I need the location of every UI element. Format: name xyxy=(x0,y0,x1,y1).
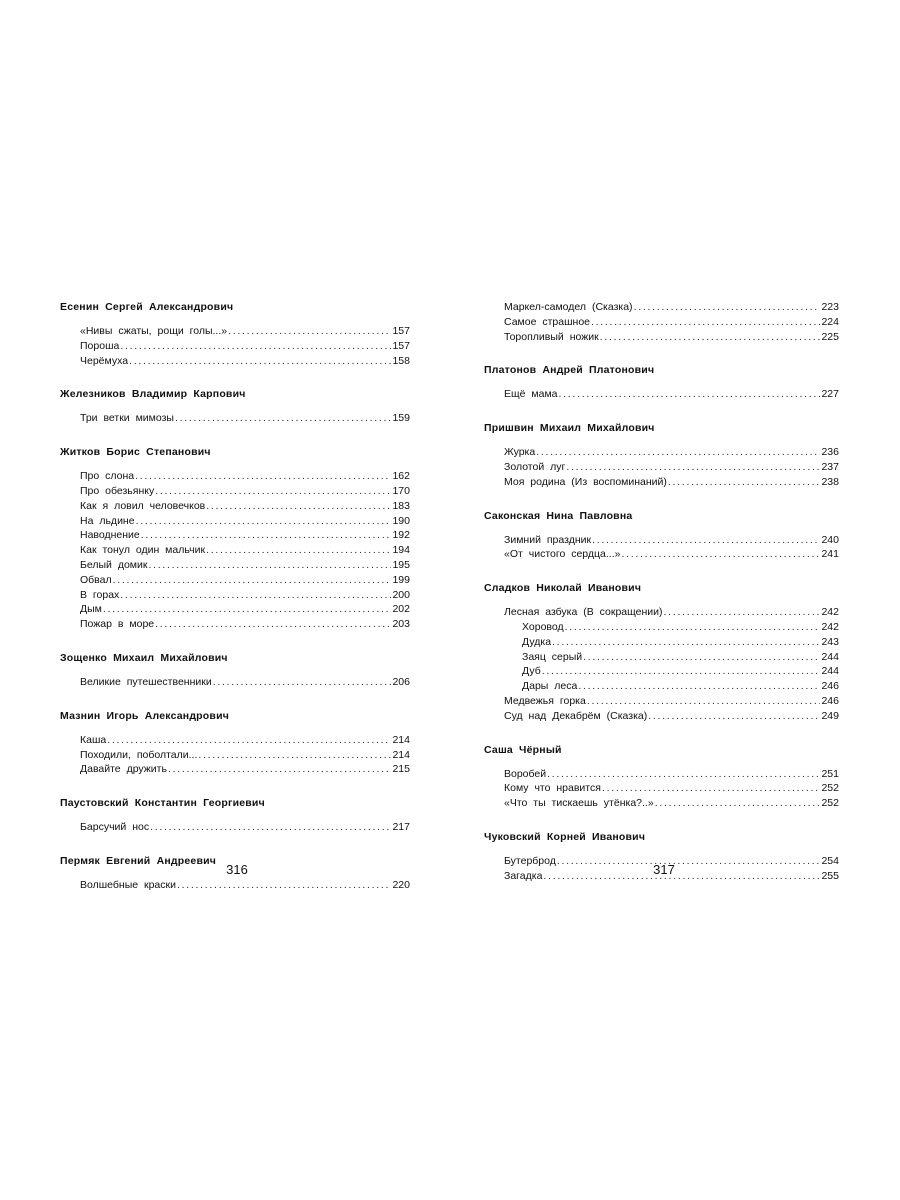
entry-page-number: 170 xyxy=(392,484,410,497)
entry-list xyxy=(60,469,410,632)
entry-title: В горах xyxy=(80,588,120,601)
entry-page-number: 195 xyxy=(392,558,410,571)
entry-title: «Что ты тискаешь утёнка?..» xyxy=(504,797,654,810)
dot-leader xyxy=(129,354,391,369)
dot-leader xyxy=(150,820,391,835)
dot-leader xyxy=(578,679,820,694)
author-section xyxy=(484,743,839,811)
toc-entry xyxy=(504,315,839,330)
entry-title: Хоровод xyxy=(522,620,564,633)
dot-leader xyxy=(587,694,821,709)
toc-entry xyxy=(80,748,410,763)
toc-entry xyxy=(504,387,839,402)
toc-entry xyxy=(80,762,410,777)
dot-leader xyxy=(155,484,391,499)
author-section xyxy=(60,796,410,835)
author-section xyxy=(60,445,410,632)
author-name: Сладков Николай Иванович xyxy=(484,582,642,595)
entry-page-number: 214 xyxy=(392,748,410,761)
toc-entry xyxy=(80,339,410,354)
author-section xyxy=(484,509,839,563)
toc-entry xyxy=(504,445,839,460)
author-section xyxy=(60,709,410,777)
entry-title: Белый домик xyxy=(80,558,148,571)
toc-entry xyxy=(504,664,839,679)
entry-page-number: 194 xyxy=(392,544,410,557)
entry-page-number: 203 xyxy=(392,618,410,631)
entry-title: Суд над Декабрём (Сказка) xyxy=(504,709,648,722)
entry-title: Три ветки мимозы xyxy=(80,412,174,425)
dot-leader xyxy=(552,635,820,650)
right-page xyxy=(484,300,839,903)
entry-page-number: 244 xyxy=(821,650,839,663)
entry-title: «Нивы сжаты, рощи голы...» xyxy=(80,325,228,337)
entry-title: Наводнение xyxy=(80,529,140,542)
dot-leader xyxy=(135,469,391,484)
author-name: Саконская Нина Павловна xyxy=(484,509,633,522)
dot-leader xyxy=(600,330,821,345)
continued-entries xyxy=(484,300,839,344)
toc-entry xyxy=(80,878,410,893)
entry-page-number: 227 xyxy=(821,388,839,401)
dot-leader xyxy=(542,664,821,679)
dot-leader xyxy=(648,709,820,724)
entry-page-number: 199 xyxy=(392,573,410,586)
toc-entry xyxy=(504,709,839,724)
dot-leader xyxy=(565,620,821,635)
toc-entry xyxy=(80,558,410,573)
entry-page-number: 192 xyxy=(392,529,410,542)
dot-leader xyxy=(213,675,392,690)
entry-page-number: 224 xyxy=(821,315,839,328)
toc-entry xyxy=(80,528,410,543)
entry-page-number: 225 xyxy=(821,330,839,343)
toc-entry xyxy=(504,330,839,345)
author-section xyxy=(484,363,839,402)
entry-title: Как тонул один мальчик xyxy=(80,544,206,557)
author-section xyxy=(484,421,839,489)
dot-leader xyxy=(103,602,392,617)
entry-page-number: 238 xyxy=(821,475,839,488)
toc-entry xyxy=(504,300,839,315)
toc-entry xyxy=(504,460,839,475)
toc-entry xyxy=(504,679,839,694)
toc-entry xyxy=(504,694,839,709)
entry-list xyxy=(60,733,410,777)
toc-entry xyxy=(80,617,410,632)
entry-page-number: 158 xyxy=(392,354,410,367)
entry-title: Золотой луг xyxy=(504,460,566,473)
entry-page-number: 159 xyxy=(392,412,410,425)
left-page xyxy=(60,300,410,912)
toc-entry xyxy=(80,588,410,603)
entry-list xyxy=(484,767,839,811)
entry-list xyxy=(60,324,410,368)
entry-page-number: 241 xyxy=(821,548,839,561)
entry-page-number: 157 xyxy=(392,325,410,337)
dot-leader xyxy=(206,499,391,514)
dot-leader xyxy=(198,748,391,763)
entry-page-number: 157 xyxy=(392,339,410,352)
entry-page-number: 246 xyxy=(821,694,839,707)
toc-entry xyxy=(80,354,410,369)
entry-title: Дым xyxy=(80,603,102,616)
toc-entry xyxy=(80,733,410,748)
dot-leader xyxy=(120,339,391,354)
dot-leader xyxy=(655,796,821,811)
entry-page-number: 240 xyxy=(821,533,839,546)
author-name: Пермяк Евгений Андреевич xyxy=(60,854,217,867)
entry-title: Дары леса xyxy=(522,680,578,693)
dot-leader xyxy=(228,324,391,339)
entry-list xyxy=(484,605,839,723)
author-name: Зощенко Михаил Михайлович xyxy=(60,651,228,664)
author-name: Пришвин Михаил Михайлович xyxy=(484,422,655,435)
entry-page-number: 202 xyxy=(392,603,410,616)
author-name: Паустовский Константин Георгиевич xyxy=(60,797,265,810)
entry-title: Барсучий нос xyxy=(80,821,150,834)
entry-list xyxy=(484,387,839,402)
entry-page-number: 246 xyxy=(821,680,839,693)
entry-page-number: 242 xyxy=(821,620,839,633)
author-name: Железников Владимир Карпович xyxy=(60,388,246,401)
toc-entry xyxy=(504,767,839,782)
toc-entry xyxy=(80,573,410,588)
entry-page-number: 200 xyxy=(392,588,410,601)
page-number-right: 317 xyxy=(653,862,675,877)
entry-title: Великие путешественники xyxy=(80,675,212,688)
entry-title: Про обезьянку xyxy=(80,484,155,497)
entry-title: Заяц серый xyxy=(522,650,583,663)
entry-title: «От чистого сердца...» xyxy=(504,548,621,561)
dot-leader xyxy=(664,605,821,620)
toc-entry xyxy=(504,781,839,796)
entry-page-number: 206 xyxy=(392,675,410,688)
dot-leader xyxy=(547,767,820,782)
toc-entry xyxy=(504,533,839,548)
entry-page-number: 183 xyxy=(392,499,410,512)
toc-entry xyxy=(80,484,410,499)
author-section xyxy=(60,300,410,368)
dot-leader xyxy=(113,573,392,588)
entry-page-number: 251 xyxy=(821,767,839,780)
dot-leader xyxy=(168,762,392,777)
author-section xyxy=(484,581,839,723)
page-number-left: 316 xyxy=(226,862,248,877)
dot-leader xyxy=(668,475,821,490)
entry-title: Пожар в море xyxy=(80,618,155,631)
entry-page-number: 215 xyxy=(392,763,410,776)
entry-title: Моя родина (Из воспоминаний) xyxy=(504,475,667,488)
entry-page-number: 244 xyxy=(821,665,839,678)
author-name: Житков Борис Степанович xyxy=(60,446,211,459)
toc-entry xyxy=(504,635,839,650)
toc-entry xyxy=(80,602,410,617)
entry-list xyxy=(60,411,410,426)
entry-list xyxy=(60,878,410,893)
entry-title: Зимний праздник xyxy=(504,533,592,546)
entry-list xyxy=(484,445,839,489)
toc-entry xyxy=(504,620,839,635)
entry-list xyxy=(60,820,410,835)
author-name: Чуковский Корней Иванович xyxy=(484,830,646,843)
entry-title: Маркел-самодел (Сказка) xyxy=(504,301,633,313)
entry-page-number: 254 xyxy=(821,854,839,867)
entry-page-number: 217 xyxy=(392,821,410,834)
author-section xyxy=(60,387,410,426)
entry-list xyxy=(60,675,410,690)
entry-title: Воробей xyxy=(504,767,547,780)
entry-page-number: 237 xyxy=(821,460,839,473)
dot-leader xyxy=(107,733,391,748)
entry-title: Медвежья горка xyxy=(504,694,586,707)
dot-leader xyxy=(602,781,821,796)
toc-entry xyxy=(504,796,839,811)
entry-title: Дуб xyxy=(522,665,541,678)
entry-title: Бутерброд xyxy=(504,854,556,867)
entry-title: Журка xyxy=(504,446,536,459)
entry-title: Лесная азбука (В сокращении) xyxy=(504,606,663,619)
dot-leader xyxy=(177,878,391,893)
entry-title: Обвал xyxy=(80,573,112,586)
dot-leader xyxy=(141,528,392,543)
entry-title: Ещё мама xyxy=(504,388,558,401)
toc-entry xyxy=(80,514,410,529)
dot-leader xyxy=(136,514,392,529)
dot-leader xyxy=(583,650,820,665)
entry-page-number: 214 xyxy=(392,733,410,746)
dot-leader xyxy=(536,445,820,460)
entry-page-number: 249 xyxy=(821,709,839,722)
author-name: Платонов Андрей Платонович xyxy=(484,364,655,377)
author-name: Саша Чёрный xyxy=(484,743,562,756)
entry-page-number: 220 xyxy=(392,878,410,891)
toc-entry xyxy=(80,411,410,426)
toc-entry xyxy=(80,543,410,558)
dot-leader xyxy=(566,460,820,475)
entry-page-number: 236 xyxy=(821,446,839,459)
entry-title: Торопливый ножик xyxy=(504,330,599,343)
toc-entry xyxy=(80,675,410,690)
toc-entry xyxy=(504,475,839,490)
entry-page-number: 255 xyxy=(821,869,839,882)
author-name: Мазнин Игорь Александрович xyxy=(60,709,230,722)
dot-leader xyxy=(155,617,391,632)
entry-page-number: 252 xyxy=(821,782,839,795)
entry-title: Самое страшное xyxy=(504,315,590,328)
dot-leader xyxy=(559,387,821,402)
toc-entry xyxy=(80,324,410,339)
entry-title: Дудка xyxy=(522,635,552,648)
dot-leader xyxy=(120,588,391,603)
dot-leader xyxy=(148,558,391,573)
author-section xyxy=(60,651,410,690)
entry-title: Волшебные краски xyxy=(80,878,176,891)
toc-entry xyxy=(504,650,839,665)
toc-entry xyxy=(80,499,410,514)
entry-title: Как я ловил человечков xyxy=(80,499,206,512)
entry-title: На льдине xyxy=(80,514,135,527)
entry-title: Черёмуха xyxy=(80,354,129,367)
dot-leader xyxy=(206,543,391,558)
dot-leader xyxy=(592,533,820,548)
entry-page-number: 252 xyxy=(821,797,839,810)
author-name: Есенин Сергей Александрович xyxy=(60,301,234,313)
entry-page-number: 190 xyxy=(392,514,410,527)
entry-title: Загадка xyxy=(504,869,543,882)
entry-title: Каша xyxy=(80,733,107,746)
dot-leader xyxy=(175,411,392,426)
toc-entry xyxy=(80,469,410,484)
toc-entry xyxy=(504,547,839,562)
toc-entry xyxy=(80,820,410,835)
entry-title: Кому что нравится xyxy=(504,782,601,795)
entry-list xyxy=(484,533,839,563)
entry-title: Давайте дружить xyxy=(80,763,167,776)
dot-leader xyxy=(634,300,821,315)
entry-page-number: 162 xyxy=(392,470,410,483)
entry-title: Походили, поболтали... xyxy=(80,748,198,761)
entry-title: Про слона xyxy=(80,470,135,483)
entry-title: Пороша xyxy=(80,339,120,352)
entry-page-number: 242 xyxy=(821,606,839,619)
toc-entry xyxy=(504,605,839,620)
dot-leader xyxy=(621,547,820,562)
entry-page-number: 223 xyxy=(821,301,839,313)
dot-leader xyxy=(591,315,820,330)
entry-page-number: 243 xyxy=(821,635,839,648)
